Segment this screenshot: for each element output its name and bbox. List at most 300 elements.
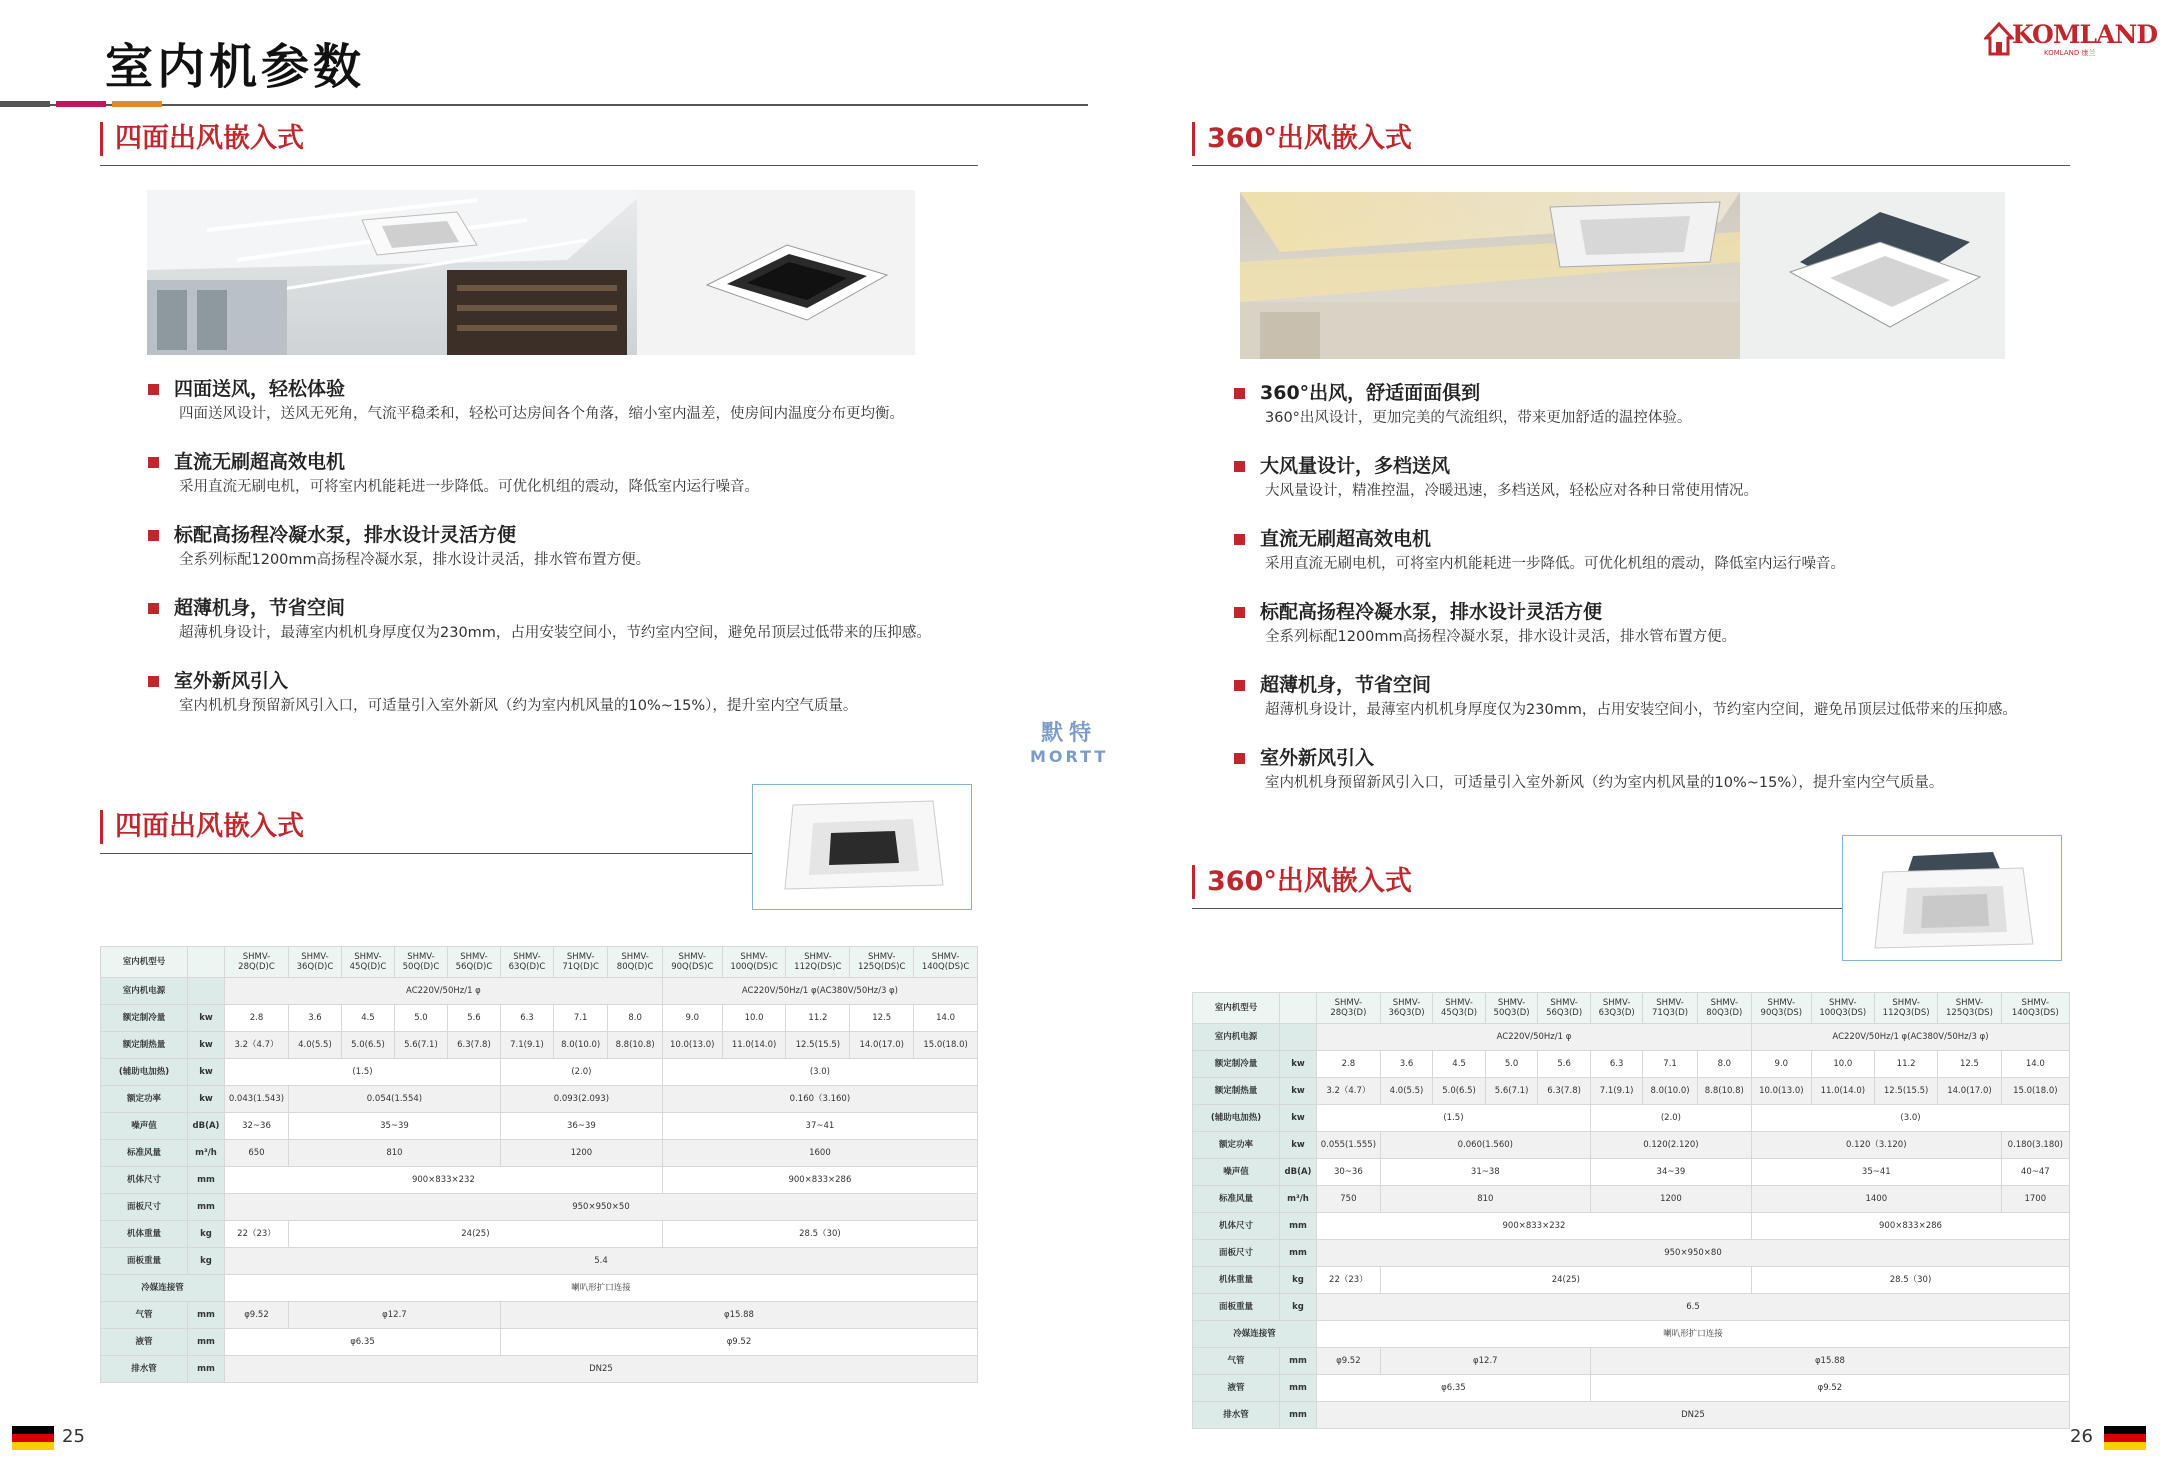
table-cell: 6.3(7.8) [1538, 1078, 1591, 1105]
table-cell: 22（23） [225, 1221, 289, 1248]
right-page-number: 26 [2070, 1426, 2093, 1447]
table-row [1193, 1294, 2070, 1321]
table-row [101, 1113, 978, 1140]
table-row [101, 1140, 978, 1167]
table-cell: 液管 [101, 1329, 188, 1356]
table-row [101, 1329, 978, 1356]
table-cell: 标准风量 [1193, 1186, 1280, 1213]
feature-item [148, 522, 1008, 572]
table-cell: 8.0 [608, 1005, 662, 1032]
table-cell: 8.8(10.8) [1697, 1078, 1751, 1105]
table-cell: 5.4 [225, 1248, 978, 1275]
table-cell: 14.0 [914, 1005, 978, 1032]
feature-desc: 全系列标配1200mm高扬程冷凝水泵，排水设计灵活，排水管布置方便。 [1265, 629, 1737, 645]
table-cell: 11.2 [786, 1005, 850, 1032]
table-row [101, 1086, 978, 1113]
table-cell: 11.2 [1874, 1051, 1937, 1078]
table-cell: 冷媒连接管 [1193, 1321, 1317, 1348]
watermark-en: MORTT [1030, 747, 1109, 766]
table-cell: 3.6 [1380, 1051, 1433, 1078]
table-cell: 14.0(17.0) [850, 1032, 914, 1059]
feature-item [1234, 380, 2094, 430]
table-cell: 6.3 [500, 1005, 553, 1032]
table-cell: 额定功率 [101, 1086, 188, 1113]
table-cell: SHMV-63Q3(D) [1590, 993, 1643, 1024]
table-cell: 34~39 [1590, 1159, 1751, 1186]
table-cell: SHMV-56Q(D)C [447, 947, 500, 978]
table-row [1193, 1321, 2070, 1348]
table-cell: 标准风量 [101, 1140, 188, 1167]
table-cell: 28.5（30) [1751, 1267, 2069, 1294]
table-cell: 1400 [1751, 1186, 2001, 1213]
table-cell: SHMV-36Q(D)C [288, 947, 341, 978]
table-cell: SHMV-90Q3(DS) [1751, 993, 1811, 1024]
right-hero-photo [1240, 192, 2005, 359]
table-cell: 1200 [500, 1140, 662, 1167]
table-cell: 40~47 [2001, 1159, 2069, 1186]
feature-desc: 超薄机身设计，最薄室内机机身厚度仅为230mm，占用安装空间小，节约室内空间，避免吊顶层过低带来的压抑感。 [1265, 702, 2017, 718]
table-cell: 7.1(9.1) [1590, 1078, 1643, 1105]
header-accent-gray [0, 101, 50, 107]
table-cell: 10.0 [1811, 1051, 1874, 1078]
table-row [1193, 1186, 2070, 1213]
table-cell: DN25 [1317, 1402, 2070, 1429]
table-cell: SHMV-45Q(D)C [341, 947, 394, 978]
table-cell: AC220V/50Hz/1 φ(AC380V/50Hz/3 φ) [1751, 1024, 2069, 1051]
table-cell: mm [188, 1194, 225, 1221]
table-cell: SHMV-140Q(DS)C [914, 947, 978, 978]
table-cell: 面板重量 [101, 1248, 188, 1275]
table-cell: φ9.52 [1317, 1348, 1381, 1375]
left-hero-photo [147, 190, 915, 355]
table-cell: SHMV-90Q(DS)C [662, 947, 722, 978]
house-logo-icon [1984, 18, 2014, 58]
table-cell: 12.5 [850, 1005, 914, 1032]
table-row [101, 1356, 978, 1383]
feature-desc: 室内机机身预留新风引入口，可适量引入室外新风（约为室内机风量的10%~15%），提升室内空气质量。 [1265, 775, 1944, 791]
table-row [1193, 1024, 2070, 1051]
table-cell: (辅助电加热) [1193, 1105, 1280, 1132]
table-cell: 9.0 [1751, 1051, 1811, 1078]
feature-desc: 360°出风设计，更加完美的气流组织，带来更加舒适的温控体验。 [1265, 410, 1692, 426]
table-cell: 750 [1317, 1186, 1381, 1213]
feature-desc: 采用直流无刷电机，可将室内机能耗进一步降低。可优化机组的震动，降低室内运行噪音。 [1265, 556, 1845, 572]
table-cell: 950×950×80 [1317, 1240, 2070, 1267]
table-cell: SHMV-80Q(D)C [608, 947, 662, 978]
table-row [1193, 993, 2070, 1024]
table-cell: 12.5(15.5) [1874, 1078, 1937, 1105]
brand-logo [1984, 18, 2158, 62]
table-row [1193, 1051, 2070, 1078]
table-cell: 喇叭形扩口连接 [225, 1275, 978, 1302]
left-spec-table [100, 946, 978, 1383]
table-cell: 35~39 [288, 1113, 500, 1140]
table-cell: 24(25) [288, 1221, 662, 1248]
feature-item [1234, 526, 2094, 576]
table-cell: 36~39 [500, 1113, 662, 1140]
table-cell: 1600 [662, 1140, 977, 1167]
feature-title: 超薄机身，节省空间 [1234, 672, 2094, 698]
table-cell: 32~36 [225, 1113, 289, 1140]
table-cell: 5.0(6.5) [1433, 1078, 1486, 1105]
table-cell: SHMV-100Q(DS)C [722, 947, 786, 978]
table-cell: kw [1280, 1078, 1317, 1105]
table-cell [1280, 1024, 1317, 1051]
table-cell: 810 [288, 1140, 500, 1167]
table-cell: 0.180(3.180) [2001, 1132, 2069, 1159]
table-row [101, 1032, 978, 1059]
table-cell: 4.0(5.5) [1380, 1078, 1433, 1105]
table-cell: 6.5 [1317, 1294, 2070, 1321]
table-cell: (辅助电加热) [101, 1059, 188, 1086]
table-cell: kg [188, 1221, 225, 1248]
table-cell: 900×833×286 [1751, 1213, 2069, 1240]
table-cell: 30~36 [1317, 1159, 1381, 1186]
table-cell: 机体重量 [1193, 1267, 1280, 1294]
table-cell: AC220V/50Hz/1 φ [225, 978, 663, 1005]
table-cell: 810 [1380, 1186, 1590, 1213]
left-section1-rule [100, 165, 978, 166]
table-cell: 6.3(7.8) [447, 1032, 500, 1059]
left-section2-title: 四面出风嵌入式 [100, 810, 304, 844]
table-cell [188, 978, 225, 1005]
table-cell: 4.0(5.5) [288, 1032, 341, 1059]
table-cell: 24(25) [1380, 1267, 1751, 1294]
table-cell: 7.1 [553, 1005, 607, 1032]
feature-title: 四面送风，轻松体验 [148, 376, 1008, 402]
header-accent-red [56, 101, 106, 107]
table-cell: mm [1280, 1213, 1317, 1240]
table-cell: SHMV-125Q(DS)C [850, 947, 914, 978]
table-cell: 0.160（3.160) [662, 1086, 977, 1113]
table-cell: 12.5(15.5) [786, 1032, 850, 1059]
table-cell: 0.043(1.543) [225, 1086, 289, 1113]
table-row [101, 1194, 978, 1221]
feature-item [1234, 745, 2094, 795]
table-cell: (1.5) [1317, 1105, 1591, 1132]
table-cell: φ12.7 [288, 1302, 500, 1329]
table-row [101, 1275, 978, 1302]
table-cell: mm [188, 1167, 225, 1194]
table-row [101, 1005, 978, 1032]
left-feature-list [148, 376, 1008, 741]
table-cell: 面板尺寸 [1193, 1240, 1280, 1267]
table-cell: 室内机电源 [101, 978, 188, 1005]
table-cell: 4.5 [1433, 1051, 1486, 1078]
table-cell: AC220V/50Hz/1 φ(AC380V/50Hz/3 φ) [662, 978, 977, 1005]
table-cell: 0.093(2.093) [500, 1086, 662, 1113]
table-cell: 室内机型号 [1193, 993, 1280, 1024]
table-cell: 900×833×286 [662, 1167, 977, 1194]
table-cell: kw [1280, 1132, 1317, 1159]
feature-desc: 全系列标配1200mm高扬程冷凝水泵，排水设计灵活，排水管布置方便。 [179, 552, 651, 568]
table-cell: 15.0(18.0) [2001, 1078, 2069, 1105]
table-cell: 5.0 [1485, 1051, 1538, 1078]
table-row [1193, 1078, 2070, 1105]
table-cell: 0.120（3.120) [1751, 1132, 2001, 1159]
right-section2-title: 360°出风嵌入式 [1192, 865, 1412, 899]
table-cell: φ15.88 [1590, 1348, 2069, 1375]
feature-item [1234, 599, 2094, 649]
table-cell: (2.0) [1590, 1105, 1751, 1132]
table-row [101, 1221, 978, 1248]
table-cell: mm [188, 1302, 225, 1329]
table-cell: 2.8 [1317, 1051, 1381, 1078]
table-cell: 面板尺寸 [101, 1194, 188, 1221]
table-cell: 7.1 [1643, 1051, 1697, 1078]
right-section2-rule [1192, 908, 1842, 909]
table-cell: 5.0(6.5) [341, 1032, 394, 1059]
table-cell: 喇叭形扩口连接 [1317, 1321, 2070, 1348]
table-cell: 机体尺寸 [1193, 1213, 1280, 1240]
feature-item [1234, 672, 2094, 722]
table-cell: 0.055(1.555) [1317, 1132, 1381, 1159]
table-cell: 额定制冷量 [101, 1005, 188, 1032]
watermark-cn: 默特 [1041, 721, 1098, 746]
table-cell: 10.0 [722, 1005, 786, 1032]
table-cell: 4.5 [341, 1005, 394, 1032]
table-cell: m³/h [1280, 1186, 1317, 1213]
table-cell: 6.3 [1590, 1051, 1643, 1078]
germany-flag-icon [12, 1426, 54, 1450]
table-cell: SHMV-63Q(D)C [500, 947, 553, 978]
table-cell: SHMV-80Q3(D) [1697, 993, 1751, 1024]
table-cell: 10.0(13.0) [662, 1032, 722, 1059]
table-cell: 8.0(10.0) [1643, 1078, 1697, 1105]
table-cell: 12.5 [1938, 1051, 2001, 1078]
table-cell: 额定制冷量 [1193, 1051, 1280, 1078]
table-cell: (1.5) [225, 1059, 501, 1086]
table-cell: 2.8 [225, 1005, 289, 1032]
table-row [1193, 1348, 2070, 1375]
table-row [101, 1059, 978, 1086]
table-cell: 额定制热量 [1193, 1078, 1280, 1105]
feature-item [148, 668, 1008, 718]
table-cell: 11.0(14.0) [722, 1032, 786, 1059]
table-row [101, 947, 978, 978]
table-cell: dB(A) [1280, 1159, 1317, 1186]
left-product-thumbnail [752, 784, 972, 910]
table-cell: 机体尺寸 [101, 1167, 188, 1194]
table-cell: m³/h [188, 1140, 225, 1167]
table-cell: 950×950×50 [225, 1194, 978, 1221]
table-cell: 7.1(9.1) [500, 1032, 553, 1059]
table-cell: 8.0(10.0) [553, 1032, 607, 1059]
table-cell: 8.0 [1697, 1051, 1751, 1078]
table-cell: kg [1280, 1294, 1317, 1321]
table-cell: mm [188, 1356, 225, 1383]
table-cell: φ6.35 [225, 1329, 501, 1356]
table-cell: 28.5（30) [662, 1221, 977, 1248]
table-cell: 31~38 [1380, 1159, 1590, 1186]
watermark [1030, 716, 1108, 766]
feature-desc: 超薄机身设计，最薄室内机机身厚度仅为230mm，占用安装空间小，节约室内空间，避免吊顶层过低带来的压抑感。 [179, 625, 931, 641]
table-row [101, 978, 978, 1005]
left-section1-title: 四面出风嵌入式 [100, 122, 304, 156]
table-row [1193, 1375, 2070, 1402]
table-row [1193, 1132, 2070, 1159]
table-row [1193, 1105, 2070, 1132]
table-cell: 5.6 [447, 1005, 500, 1032]
table-cell: 3.6 [288, 1005, 341, 1032]
page-title: 室内机参数 [105, 39, 366, 95]
table-cell: (3.0) [1751, 1105, 2069, 1132]
header-rule [0, 104, 1088, 106]
table-row [1193, 1267, 2070, 1294]
table-cell: SHMV-36Q3(D) [1380, 993, 1433, 1024]
feature-desc: 室内机机身预留新风引入口，可适量引入室外新风（约为室内机风量的10%~15%），提升室内空气质量。 [179, 698, 858, 714]
feature-item [148, 595, 1008, 645]
germany-flag-icon [2104, 1426, 2146, 1450]
table-cell: 9.0 [662, 1005, 722, 1032]
logo-text: KOMLAND [2012, 20, 2158, 49]
table-cell: 额定功率 [1193, 1132, 1280, 1159]
feature-title: 标配高扬程冷凝水泵，排水设计灵活方便 [1234, 599, 2094, 625]
table-cell: 排水管 [101, 1356, 188, 1383]
table-cell: 3.2（4.7） [225, 1032, 289, 1059]
feature-title: 直流无刷超高效电机 [1234, 526, 2094, 552]
table-cell: SHMV-28Q3(D) [1317, 993, 1381, 1024]
table-cell: 冷媒连接管 [101, 1275, 225, 1302]
table-cell: 5.6(7.1) [394, 1032, 447, 1059]
table-cell: kw [188, 1032, 225, 1059]
feature-item [148, 376, 1008, 426]
table-cell: φ15.88 [500, 1302, 977, 1329]
table-cell: 噪声值 [1193, 1159, 1280, 1186]
table-cell: kw [188, 1059, 225, 1086]
table-cell: SHMV-112Q3(DS) [1874, 993, 1937, 1024]
table-cell: SHMV-71Q(D)C [553, 947, 607, 978]
table-cell [1280, 993, 1317, 1024]
feature-desc: 四面送风设计，送风无死角，气流平稳柔和，轻松可达房间各个角落，缩小室内温差，使房间内温度分布更均衡。 [179, 406, 904, 422]
table-cell: 噪声值 [101, 1113, 188, 1140]
feature-title: 室外新风引入 [148, 668, 1008, 694]
table-cell: kg [188, 1248, 225, 1275]
feature-title: 超薄机身，节省空间 [148, 595, 1008, 621]
table-cell: φ9.52 [1590, 1375, 2069, 1402]
table-cell: mm [1280, 1240, 1317, 1267]
table-row [1193, 1159, 2070, 1186]
logo-subtext: KOMLAND 康兰 [2044, 49, 2096, 57]
table-row [101, 1302, 978, 1329]
table-cell: 35~41 [1751, 1159, 2001, 1186]
table-cell: 650 [225, 1140, 289, 1167]
table-cell: mm [1280, 1375, 1317, 1402]
feature-title: 直流无刷超高效电机 [148, 449, 1008, 475]
table-cell: kw [1280, 1105, 1317, 1132]
feature-title: 大风量设计，多档送风 [1234, 453, 2094, 479]
table-cell: mm [1280, 1402, 1317, 1429]
table-cell: 机体重量 [101, 1221, 188, 1248]
table-cell: SHMV-112Q(DS)C [786, 947, 850, 978]
feature-item [148, 449, 1008, 499]
table-row [1193, 1240, 2070, 1267]
left-page-number: 25 [62, 1426, 85, 1447]
table-cell: SHMV-100Q3(DS) [1811, 993, 1874, 1024]
table-cell: kw [188, 1005, 225, 1032]
table-cell: 0.054(1.554) [288, 1086, 500, 1113]
table-row [101, 1248, 978, 1275]
table-cell: kw [188, 1086, 225, 1113]
right-section1-rule [1192, 165, 2070, 166]
table-cell: 0.120(2.120) [1590, 1132, 1751, 1159]
feature-title: 360°出风，舒适面面俱到 [1234, 380, 2094, 406]
table-cell: 室内机电源 [1193, 1024, 1280, 1051]
table-cell: 900×833×232 [225, 1167, 663, 1194]
table-cell: SHMV-125Q3(DS) [1938, 993, 2001, 1024]
table-cell: 900×833×232 [1317, 1213, 1752, 1240]
table-cell: φ6.35 [1317, 1375, 1591, 1402]
table-cell: mm [188, 1329, 225, 1356]
table-cell: 气管 [1193, 1348, 1280, 1375]
table-cell: (3.0) [662, 1059, 977, 1086]
table-cell: SHMV-50Q(D)C [394, 947, 447, 978]
table-cell: (2.0) [500, 1059, 662, 1086]
table-cell: kw [1280, 1051, 1317, 1078]
table-cell: 气管 [101, 1302, 188, 1329]
table-cell: 1700 [2001, 1186, 2069, 1213]
table-row [1193, 1213, 2070, 1240]
feature-item [1234, 453, 2094, 503]
right-section1-title: 360°出风嵌入式 [1192, 122, 1412, 156]
table-cell: 5.6(7.1) [1485, 1078, 1538, 1105]
table-cell: kg [1280, 1267, 1317, 1294]
feature-desc: 大风量设计，精准控温，冷暖迅速，多档送风，轻松应对各种日常使用情况。 [1265, 483, 1758, 499]
table-cell: SHMV-56Q3(D) [1538, 993, 1591, 1024]
table-cell: 排水管 [1193, 1402, 1280, 1429]
table-cell: 37~41 [662, 1113, 977, 1140]
feature-desc: 采用直流无刷电机，可将室内机能耗进一步降低。可优化机组的震动，降低室内运行噪音。 [179, 479, 759, 495]
table-cell: 5.6 [1538, 1051, 1591, 1078]
right-feature-list [1234, 380, 2094, 818]
table-cell: SHMV-50Q3(D) [1485, 993, 1538, 1024]
table-cell: 22（23） [1317, 1267, 1381, 1294]
table-cell: 0.060(1.560) [1380, 1132, 1590, 1159]
table-cell: 14.0 [2001, 1051, 2069, 1078]
table-cell: SHMV-140Q3(DS) [2001, 993, 2069, 1024]
table-cell: SHMV-71Q3(D) [1643, 993, 1697, 1024]
table-cell: 额定制热量 [101, 1032, 188, 1059]
table-cell: 室内机型号 [101, 947, 188, 978]
table-cell: 面板重量 [1193, 1294, 1280, 1321]
feature-title: 室外新风引入 [1234, 745, 2094, 771]
table-cell: φ9.52 [500, 1329, 977, 1356]
table-cell: 8.8(10.8) [608, 1032, 662, 1059]
right-product-thumbnail [1842, 835, 2062, 961]
table-cell: φ9.52 [225, 1302, 289, 1329]
table-cell [188, 947, 225, 978]
table-cell: 1200 [1590, 1186, 1751, 1213]
table-row [1193, 1402, 2070, 1429]
table-cell: 5.0 [394, 1005, 447, 1032]
feature-title: 标配高扬程冷凝水泵，排水设计灵活方便 [148, 522, 1008, 548]
table-cell: 14.0(17.0) [1938, 1078, 2001, 1105]
table-cell: SHMV-45Q3(D) [1433, 993, 1486, 1024]
table-cell: 液管 [1193, 1375, 1280, 1402]
table-cell: 3.2（4.7） [1317, 1078, 1381, 1105]
table-cell: 15.0(18.0) [914, 1032, 978, 1059]
table-cell: 10.0(13.0) [1751, 1078, 1811, 1105]
right-spec-table [1192, 992, 2070, 1429]
table-cell: 11.0(14.0) [1811, 1078, 1874, 1105]
table-row [101, 1167, 978, 1194]
table-cell: dB(A) [188, 1113, 225, 1140]
table-cell: φ12.7 [1380, 1348, 1590, 1375]
table-cell: DN25 [225, 1356, 978, 1383]
table-cell: AC220V/50Hz/1 φ [1317, 1024, 1752, 1051]
table-cell: SHMV-28Q(D)C [225, 947, 289, 978]
header-accent-orange [112, 101, 162, 107]
